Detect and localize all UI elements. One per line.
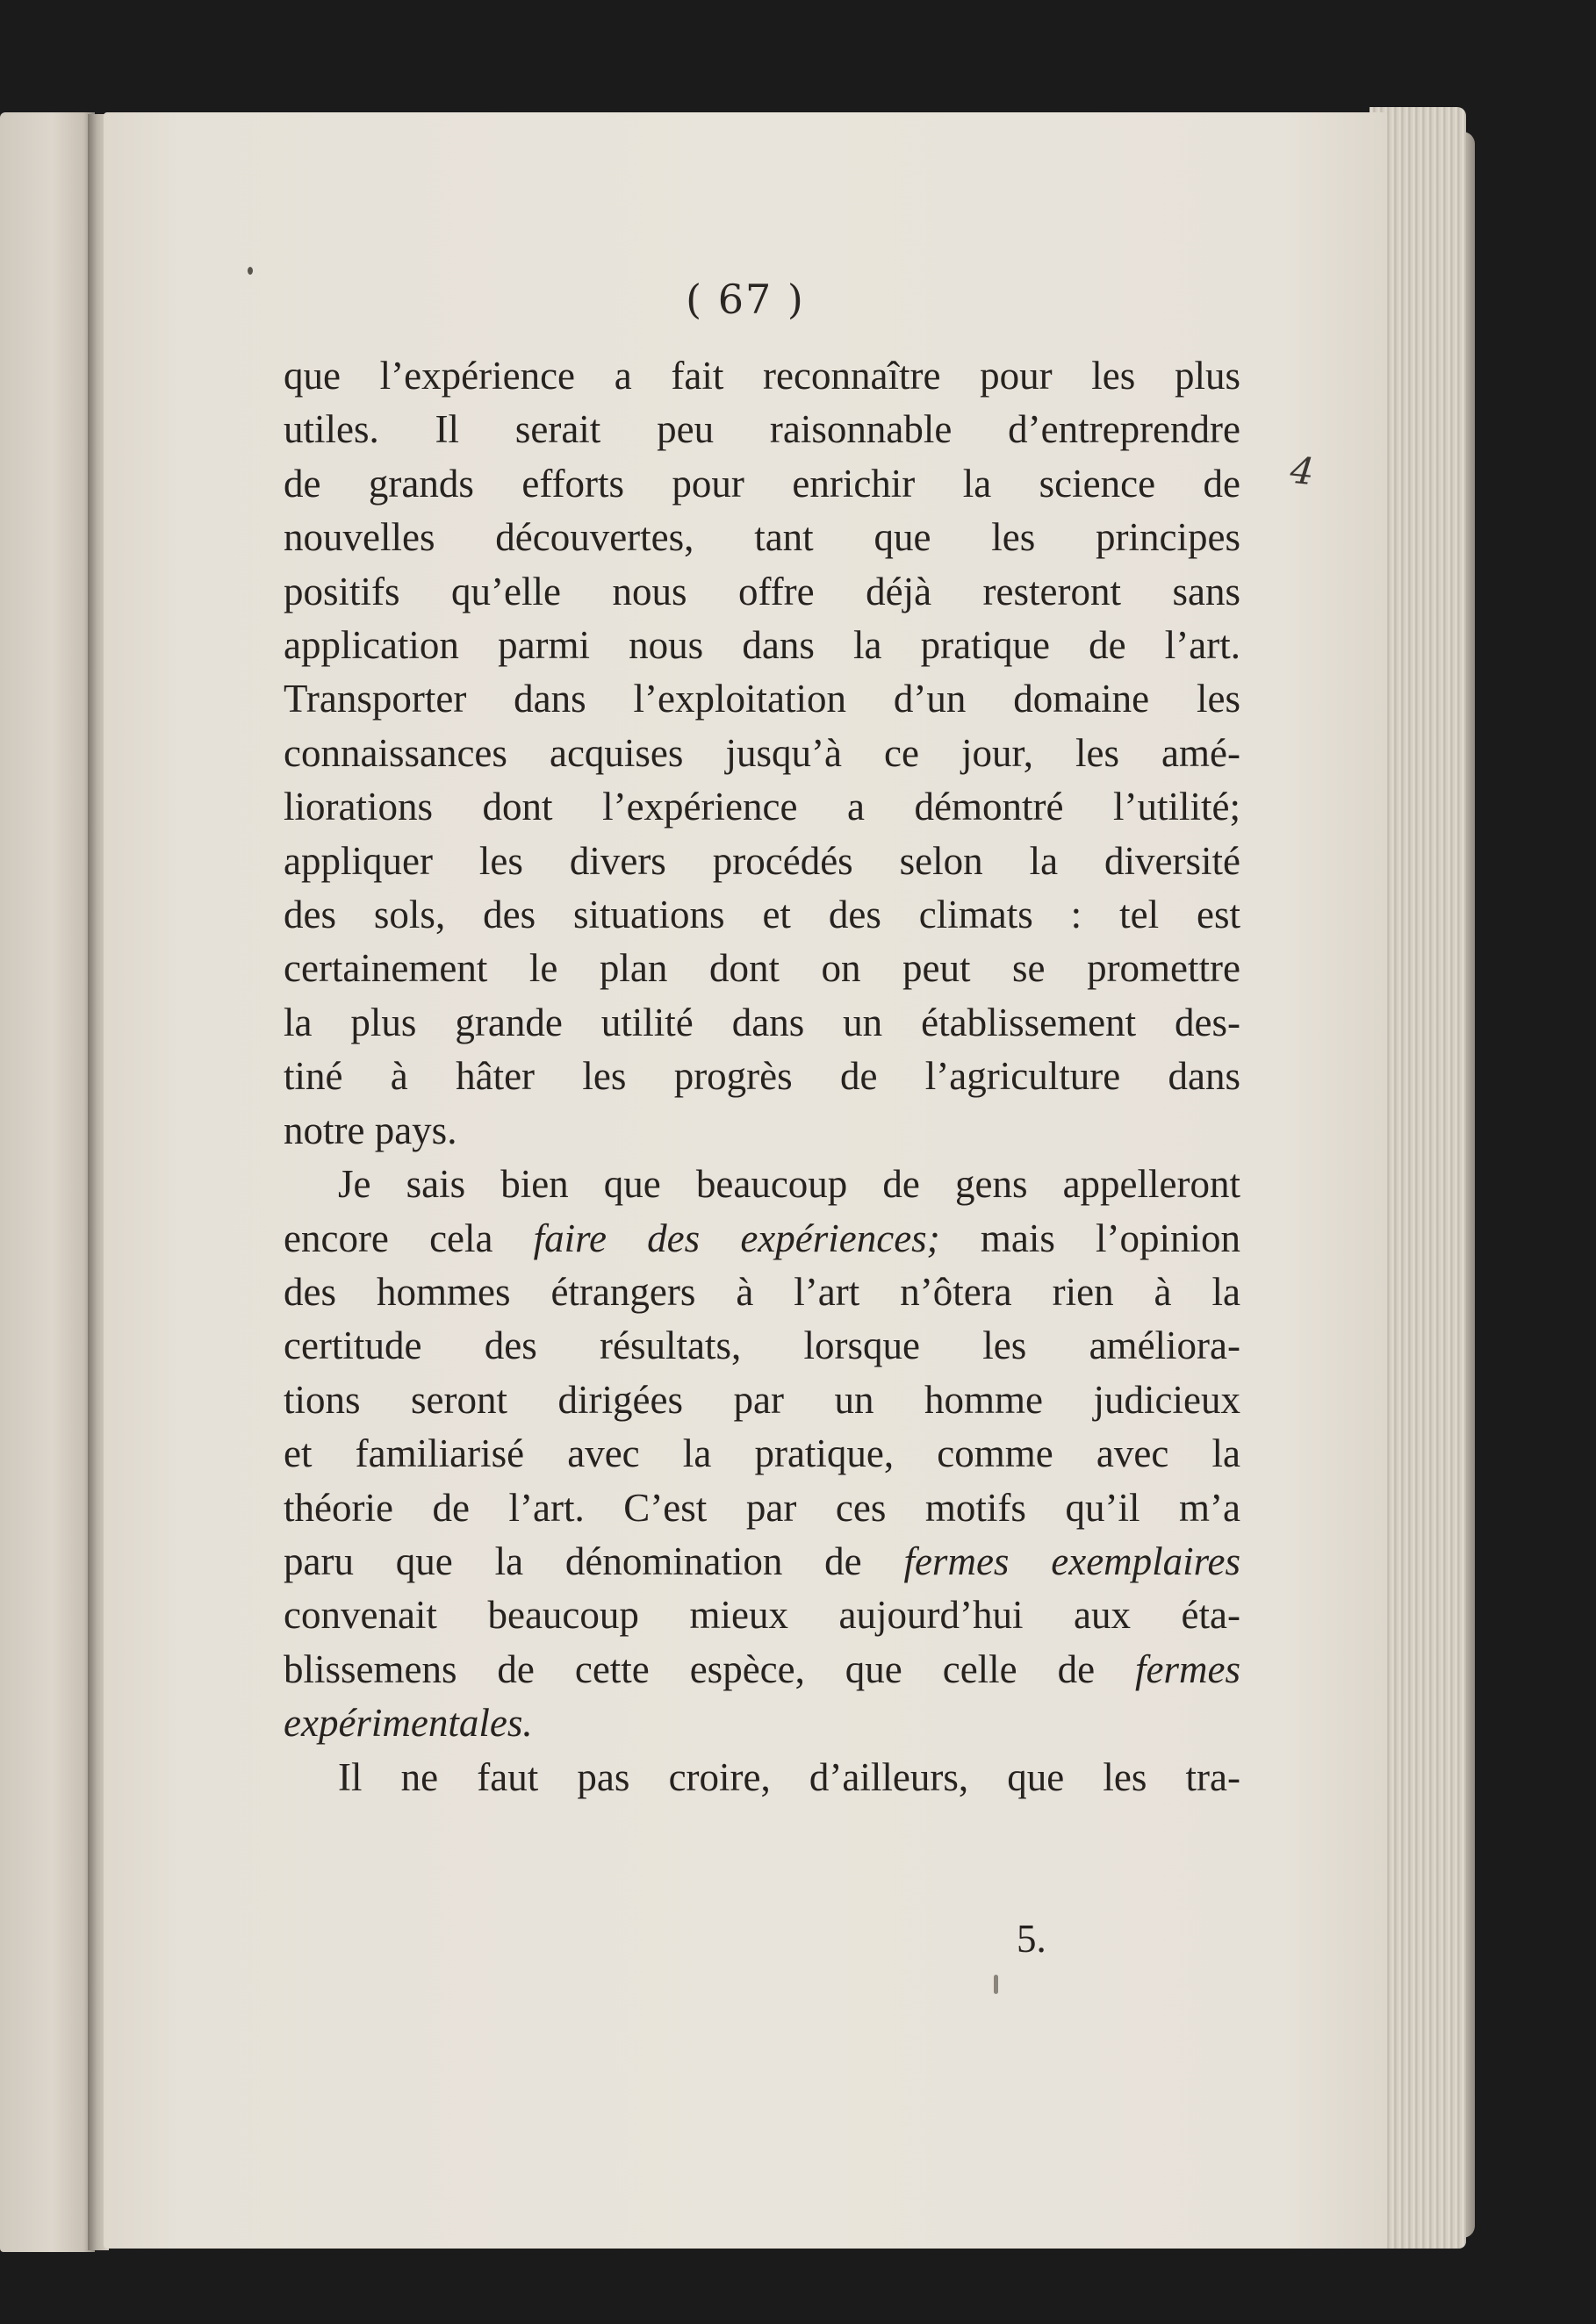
ink-speck (248, 267, 253, 275)
text-line: tiné à hâter les progrès de l’agriculture dans (284, 1054, 1240, 1099)
text-line: tions seront dirigées par un homme judicieux (284, 1377, 1240, 1422)
text-line: de grands efforts pour enrichir la science de (284, 461, 1240, 506)
text-line: et familiarisé avec la pratique, comme avec la (284, 1431, 1240, 1476)
page-number: ( 67 ) (686, 276, 805, 323)
margin-pencil-note: 4 (1288, 448, 1317, 494)
text-line: connaissances acquises jusqu’à ce jour, les amé- (284, 730, 1240, 775)
text-line: appliquer les divers procédés selon la diversité (284, 838, 1240, 883)
text-segment: blissemens de cette espèce, que celle de (284, 1646, 1096, 1691)
text-line-mixed (284, 1212, 1240, 1266)
ink-speck (994, 1975, 998, 1994)
book-page (104, 112, 1387, 2249)
text-line: convenait beaucoup mieux aujourd’hui aux éta- (284, 1593, 1240, 1638)
body-text (284, 349, 1240, 1804)
italic-phrase: faire des expériences; (533, 1216, 940, 1260)
signature-mark: 5. (1017, 1917, 1046, 1961)
text-line-mixed (284, 1535, 1240, 1589)
text-segment: paru que la dénomination de (284, 1539, 862, 1583)
italic-phrase: fermes exemplaires (903, 1539, 1240, 1583)
text-line: application parmi nous dans la pratique de l’art. (284, 623, 1240, 668)
text-line: positifs qu’elle nous offre déjà resteront sans (284, 569, 1240, 613)
italic-phrase: fermes (1135, 1646, 1241, 1691)
previous-page-edge (0, 112, 95, 2252)
text-segment: encore cela (284, 1216, 493, 1260)
text-line: nouvelles découvertes, tant que les principes (284, 515, 1240, 560)
italic-line: expérimentales. (284, 1701, 533, 1746)
text-line: certitude des résultats, lorsque les améliora- (284, 1323, 1240, 1368)
text-line: utiles. Il serait peu raisonnable d’entreprendre (284, 407, 1240, 452)
text-line: la plus grande utilité dans un établissement des- (284, 1000, 1240, 1044)
text-line: des sols, des situations et des climats : tel est (284, 893, 1240, 937)
text-line: Il ne faut pas croire, d’ailleurs, que les tra- (338, 1754, 1240, 1799)
text-segment: mais l’opinion (980, 1216, 1240, 1260)
text-line: liorations dont l’expérience a démontré l’utilité; (284, 785, 1240, 829)
text-line-mixed (284, 1643, 1240, 1696)
text-line: Je sais bien que beaucoup de gens appelleront (338, 1162, 1240, 1207)
text-line: des hommes étrangers à l’art n’ôtera rien à la (284, 1269, 1240, 1314)
text-line: certainement le plan dont on peut se promettre (284, 946, 1240, 991)
text-line: notre pays. (284, 1108, 457, 1152)
text-line: théorie de l’art. C’est par ces motifs qu’il m’a (284, 1485, 1240, 1530)
text-line: que l’expérience a fait reconnaître pour les plus (284, 354, 1240, 398)
text-line: Transporter dans l’exploitation d’un domaine les (284, 677, 1240, 721)
